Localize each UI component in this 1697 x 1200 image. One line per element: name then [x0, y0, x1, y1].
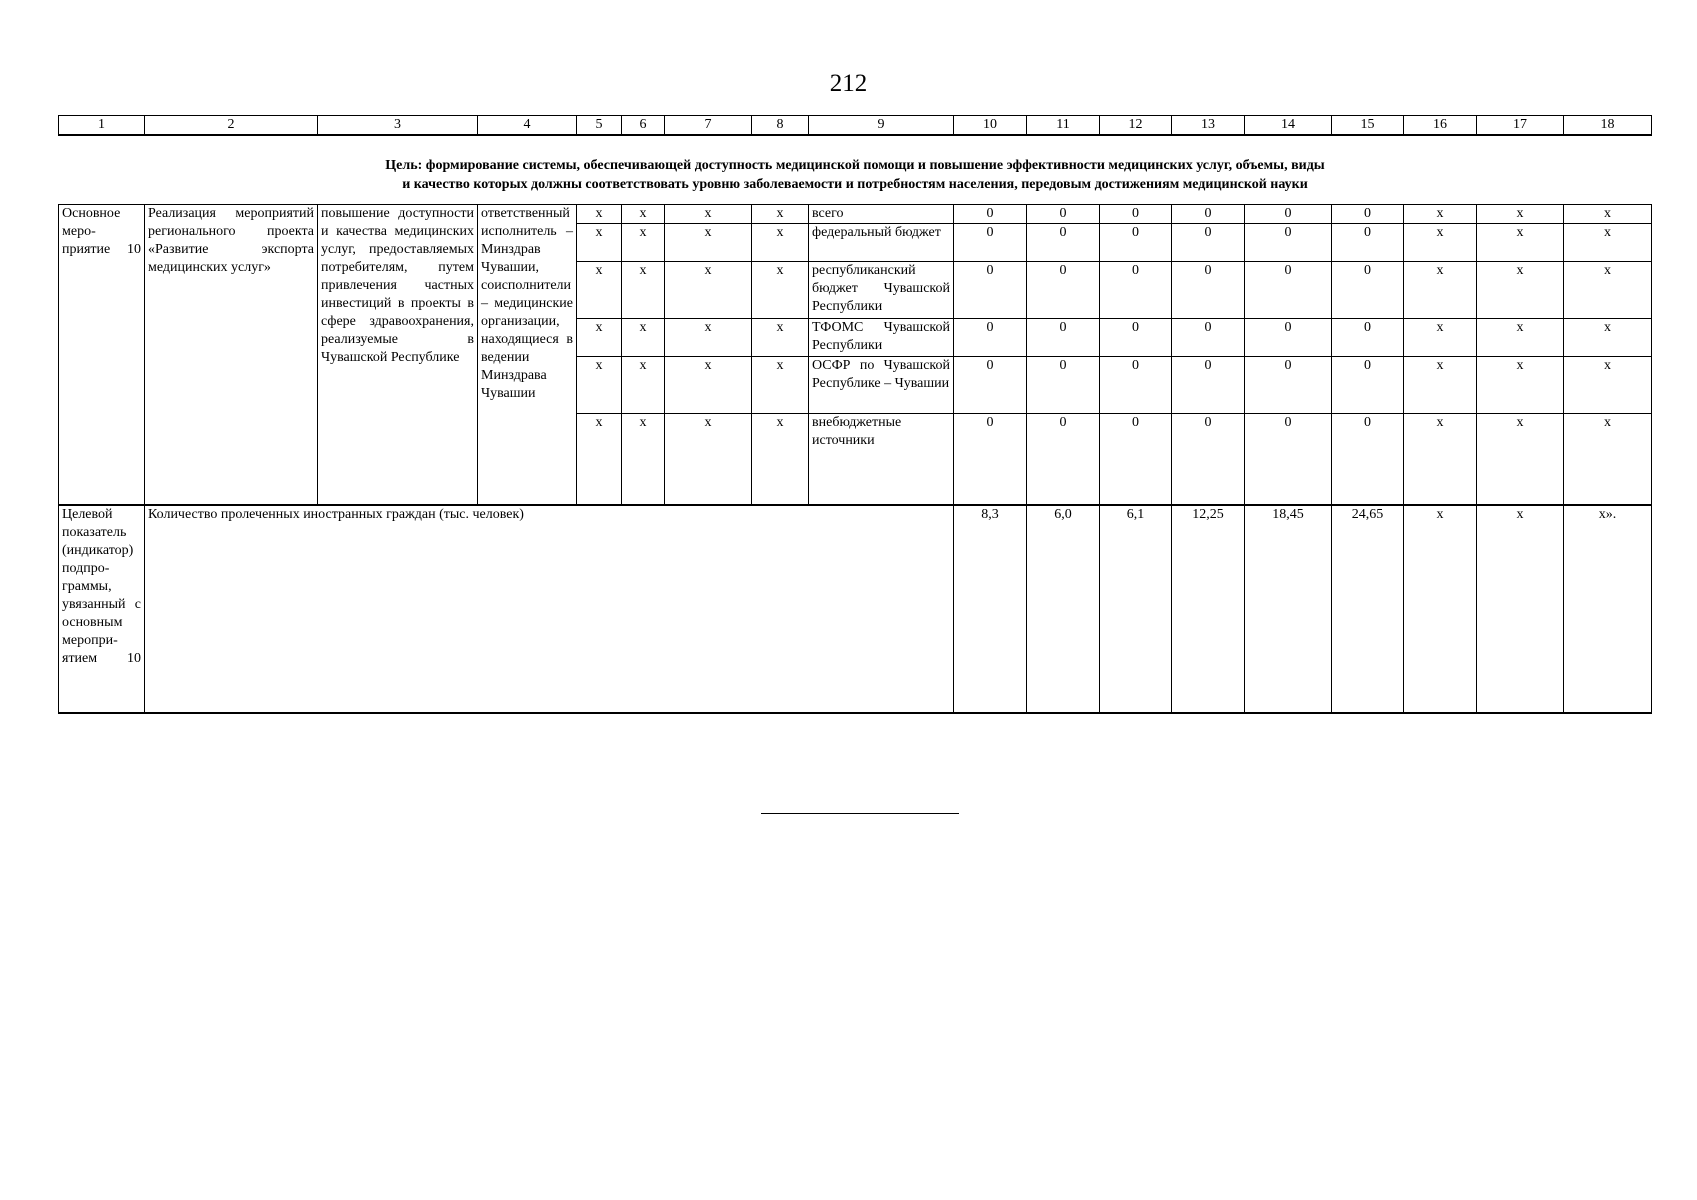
program-table	[58, 115, 1652, 714]
funding-c14: 0	[1245, 357, 1332, 414]
funding-source: ТФОМС Чувашской Республики	[809, 319, 954, 357]
funding-c11: 0	[1027, 357, 1100, 414]
indicator-description: Количество пролеченных иностранных граждан (тыс. человек)	[145, 505, 954, 713]
indicator-c14: 18,45	[1245, 505, 1332, 713]
funding-c16: х	[1404, 319, 1477, 357]
column-number-16: 16	[1404, 116, 1477, 136]
column-number-12: 12	[1100, 116, 1172, 136]
funding-c12: 0	[1100, 319, 1172, 357]
indicator-c10: 8,3	[954, 505, 1027, 713]
funding-c5: х	[577, 319, 622, 357]
funding-c16: х	[1404, 224, 1477, 262]
funding-c5: х	[577, 414, 622, 505]
funding-c10: 0	[954, 357, 1027, 414]
column-number-9: 9	[809, 116, 954, 136]
funding-c6: х	[622, 205, 665, 224]
column-number-3: 3	[318, 116, 478, 136]
funding-c13: 0	[1172, 357, 1245, 414]
funding-c5: х	[577, 205, 622, 224]
funding-c15: 0	[1332, 357, 1404, 414]
funding-c10: 0	[954, 205, 1027, 224]
funding-c5: х	[577, 262, 622, 319]
funding-c13: 0	[1172, 319, 1245, 357]
funding-c14: 0	[1245, 262, 1332, 319]
goal-text	[59, 135, 1652, 205]
funding-c12: 0	[1100, 262, 1172, 319]
funding-c17: х	[1477, 205, 1564, 224]
measure-name: Реализация мероприятий регионального проекта «Развитие экспорта медицинских услуг»	[145, 205, 318, 505]
funding-c12: 0	[1100, 414, 1172, 505]
column-number-18: 18	[1564, 116, 1652, 136]
indicator-c12: 6,1	[1100, 505, 1172, 713]
indicator-c15: 24,65	[1332, 505, 1404, 713]
goal-line-2: и качество которых должны соответствовать уровню заболеваемости и потребностям населения, передовым достижениям медицинской науки	[402, 177, 1308, 192]
funding-c6: х	[622, 357, 665, 414]
funding-c5: х	[577, 224, 622, 262]
funding-source: федеральный бюджет	[809, 224, 954, 262]
indicator-c16: х	[1404, 505, 1477, 713]
measure-result: повышение доступности и качества медицинских услуг, предоставляемых потребителям, путем привлечения частных инвестиций в проекты в сфере здравоохранения, реализуемые в Чувашской Республике	[318, 205, 478, 505]
funding-source: внебюджетные источники	[809, 414, 954, 505]
funding-c14: 0	[1245, 319, 1332, 357]
footer-rule	[761, 813, 959, 814]
funding-c16: х	[1404, 262, 1477, 319]
funding-c10: 0	[954, 262, 1027, 319]
funding-c14: 0	[1245, 205, 1332, 224]
funding-c16: х	[1404, 414, 1477, 505]
funding-c16: х	[1404, 205, 1477, 224]
funding-c13: 0	[1172, 205, 1245, 224]
funding-c17: х	[1477, 224, 1564, 262]
funding-c17: х	[1477, 262, 1564, 319]
funding-row	[59, 205, 1652, 224]
column-number-5: 5	[577, 116, 622, 136]
column-number-13: 13	[1172, 116, 1245, 136]
column-number-10: 10	[954, 116, 1027, 136]
funding-source: ОСФР по Чувашской Республике – Чувашии	[809, 357, 954, 414]
funding-c18: х	[1564, 319, 1652, 357]
goal-row	[59, 135, 1652, 205]
column-number-17: 17	[1477, 116, 1564, 136]
funding-c7: х	[665, 414, 752, 505]
column-number-1: 1	[59, 116, 145, 136]
funding-c14: 0	[1245, 224, 1332, 262]
funding-c18: х	[1564, 357, 1652, 414]
indicator-row	[59, 505, 1652, 713]
funding-source: всего	[809, 205, 954, 224]
funding-c11: 0	[1027, 224, 1100, 262]
funding-c6: х	[622, 224, 665, 262]
funding-c15: 0	[1332, 224, 1404, 262]
funding-c11: 0	[1027, 319, 1100, 357]
funding-c5: х	[577, 357, 622, 414]
column-number-row	[59, 116, 1652, 136]
funding-c18: х	[1564, 205, 1652, 224]
funding-c12: 0	[1100, 357, 1172, 414]
funding-c12: 0	[1100, 224, 1172, 262]
funding-c7: х	[665, 357, 752, 414]
funding-c13: 0	[1172, 414, 1245, 505]
column-number-4: 4	[478, 116, 577, 136]
funding-c13: 0	[1172, 262, 1245, 319]
funding-c8: х	[752, 224, 809, 262]
funding-c16: х	[1404, 357, 1477, 414]
funding-c15: 0	[1332, 319, 1404, 357]
funding-c17: х	[1477, 414, 1564, 505]
measure-block	[59, 205, 1652, 505]
indicator-c18: х».	[1564, 505, 1652, 713]
funding-c17: х	[1477, 319, 1564, 357]
funding-c7: х	[665, 205, 752, 224]
measure-executors: ответственный исполнитель – Минздрав Чувашии, соисполнители – медицинские организации, находящиеся в ведении Минздрава Чувашии	[478, 205, 577, 505]
funding-c6: х	[622, 319, 665, 357]
funding-source: республиканский бюджет Чувашской Республики	[809, 262, 954, 319]
indicator-c13: 12,25	[1172, 505, 1245, 713]
funding-c18: х	[1564, 224, 1652, 262]
funding-c18: х	[1564, 262, 1652, 319]
funding-c7: х	[665, 262, 752, 319]
column-number-2: 2	[145, 116, 318, 136]
funding-c10: 0	[954, 414, 1027, 505]
goal-line-1: Цель: формирование системы, обеспечивающей доступность медицинской помощи и повышение эффективности медицинских услуг, объемы, виды	[385, 158, 1325, 173]
funding-c10: 0	[954, 319, 1027, 357]
funding-c8: х	[752, 414, 809, 505]
funding-c8: х	[752, 319, 809, 357]
funding-c8: х	[752, 357, 809, 414]
funding-c17: х	[1477, 357, 1564, 414]
funding-c18: х	[1564, 414, 1652, 505]
column-number-15: 15	[1332, 116, 1404, 136]
column-number-6: 6	[622, 116, 665, 136]
column-number-8: 8	[752, 116, 809, 136]
funding-c11: 0	[1027, 414, 1100, 505]
funding-c14: 0	[1245, 414, 1332, 505]
indicator-c17: х	[1477, 505, 1564, 713]
funding-c15: 0	[1332, 205, 1404, 224]
page-number: 212	[829, 70, 868, 97]
funding-c15: 0	[1332, 414, 1404, 505]
funding-c13: 0	[1172, 224, 1245, 262]
indicator-c11: 6,0	[1027, 505, 1100, 713]
funding-c11: 0	[1027, 205, 1100, 224]
column-number-7: 7	[665, 116, 752, 136]
funding-c6: х	[622, 262, 665, 319]
funding-c11: 0	[1027, 262, 1100, 319]
indicator-type: Целевой показатель (индикатор) подпрограммы, увязанный с основным мероприятием 10	[59, 505, 145, 713]
column-number-11: 11	[1027, 116, 1100, 136]
funding-c8: х	[752, 262, 809, 319]
funding-c15: 0	[1332, 262, 1404, 319]
funding-c10: 0	[954, 224, 1027, 262]
funding-c7: х	[665, 319, 752, 357]
measure-type: Основное меро-приятие 10	[59, 205, 145, 505]
column-number-14: 14	[1245, 116, 1332, 136]
funding-c12: 0	[1100, 205, 1172, 224]
funding-c7: х	[665, 224, 752, 262]
funding-c8: х	[752, 205, 809, 224]
funding-c6: х	[622, 414, 665, 505]
